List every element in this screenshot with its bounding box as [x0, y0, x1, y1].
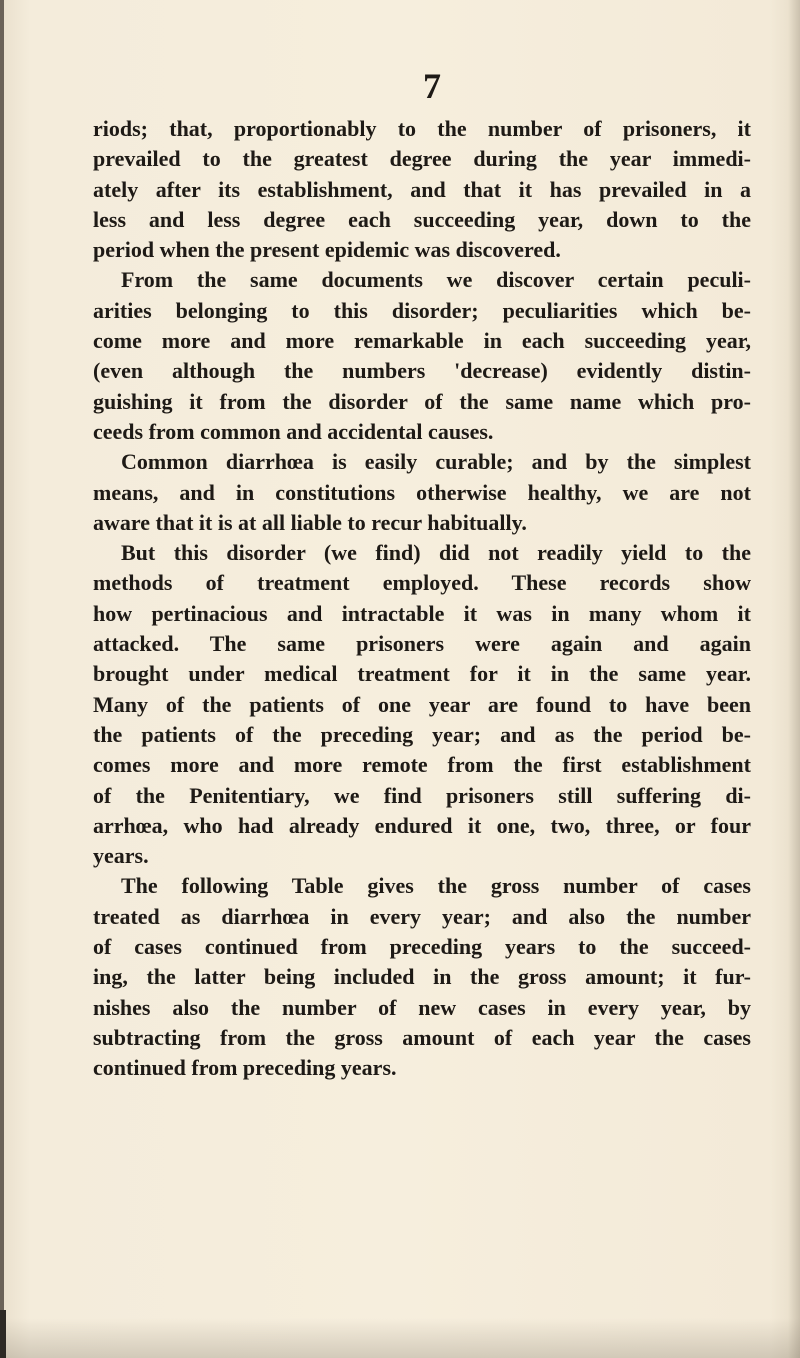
- text-line: From the same documents we discover certain peculi-: [121, 267, 751, 293]
- text-line: years.: [93, 843, 149, 869]
- text-line: subtracting from the gross amount of each year the cases: [93, 1024, 751, 1050]
- text-line: But this disorder (we find) did not readily yield to the: [121, 540, 751, 566]
- text-line: treated as diarrhœa in every year; and also the number: [93, 903, 751, 929]
- binding-mark: [0, 1310, 6, 1358]
- text-line: Many of the patients of one year are found to have been: [93, 691, 751, 717]
- text-line: (even although the numbers 'decrease) evidently distin-: [93, 358, 751, 384]
- text-line: prevailed to the greatest degree during the year immedi-: [93, 146, 751, 172]
- text-line: arrhœa, who had already endured it one, two, three, or four: [93, 812, 751, 838]
- text-line: The following Table gives the gross number of cases: [121, 873, 751, 899]
- text-line: come more and more remarkable in each succeeding year,: [93, 328, 751, 354]
- text-line: less and less degree each succeeding year, down to the: [93, 206, 751, 232]
- text-line: ceeds from common and accidental causes.: [93, 418, 494, 444]
- text-line: nishes also the number of new cases in every year, by: [93, 994, 751, 1020]
- body-text: [93, 114, 751, 1084]
- text-line: ing, the latter being included in the gross amount; it fur-: [93, 964, 751, 990]
- page-left-edge: [0, 0, 4, 1358]
- text-line: ately after its establishment, and that it has prevailed in a: [93, 176, 751, 202]
- text-line: of the Penitentiary, we find prisoners still suffering di-: [93, 782, 751, 808]
- text-line: the patients of the preceding year; and as the period be-: [93, 721, 751, 747]
- page-number: 7: [423, 66, 441, 106]
- text-line: period when the present epidemic was discovered.: [93, 237, 561, 263]
- text-line: attacked. The same prisoners were again and again: [93, 631, 751, 657]
- text-line: Common diarrhœa is easily curable; and by the simplest: [121, 449, 751, 475]
- text-line: methods of treatment employed. These records show: [93, 570, 751, 596]
- page-right-shadow: [788, 0, 800, 1358]
- page-bottom-shadow: [0, 1318, 800, 1358]
- text-line: comes more and more remote from the first establishment: [93, 752, 751, 778]
- text-line: of cases continued from preceding years to the succeed-: [93, 934, 751, 960]
- text-line: how pertinacious and intractable it was in many whom it: [93, 600, 751, 626]
- text-line: riods; that, proportionably to the number of prisoners, it: [93, 116, 751, 141]
- text-line: arities belonging to this disorder; peculiarities which be-: [93, 297, 751, 323]
- text-line: guishing it from the disorder of the same name which pro-: [93, 388, 751, 414]
- text-line: means, and in constitutions otherwise healthy, we are not: [93, 479, 751, 505]
- text-line: aware that it is at all liable to recur habitually.: [93, 509, 527, 535]
- text-line: brought under medical treatment for it in the same year.: [93, 661, 751, 687]
- text-line: continued from preceding years.: [93, 1055, 397, 1081]
